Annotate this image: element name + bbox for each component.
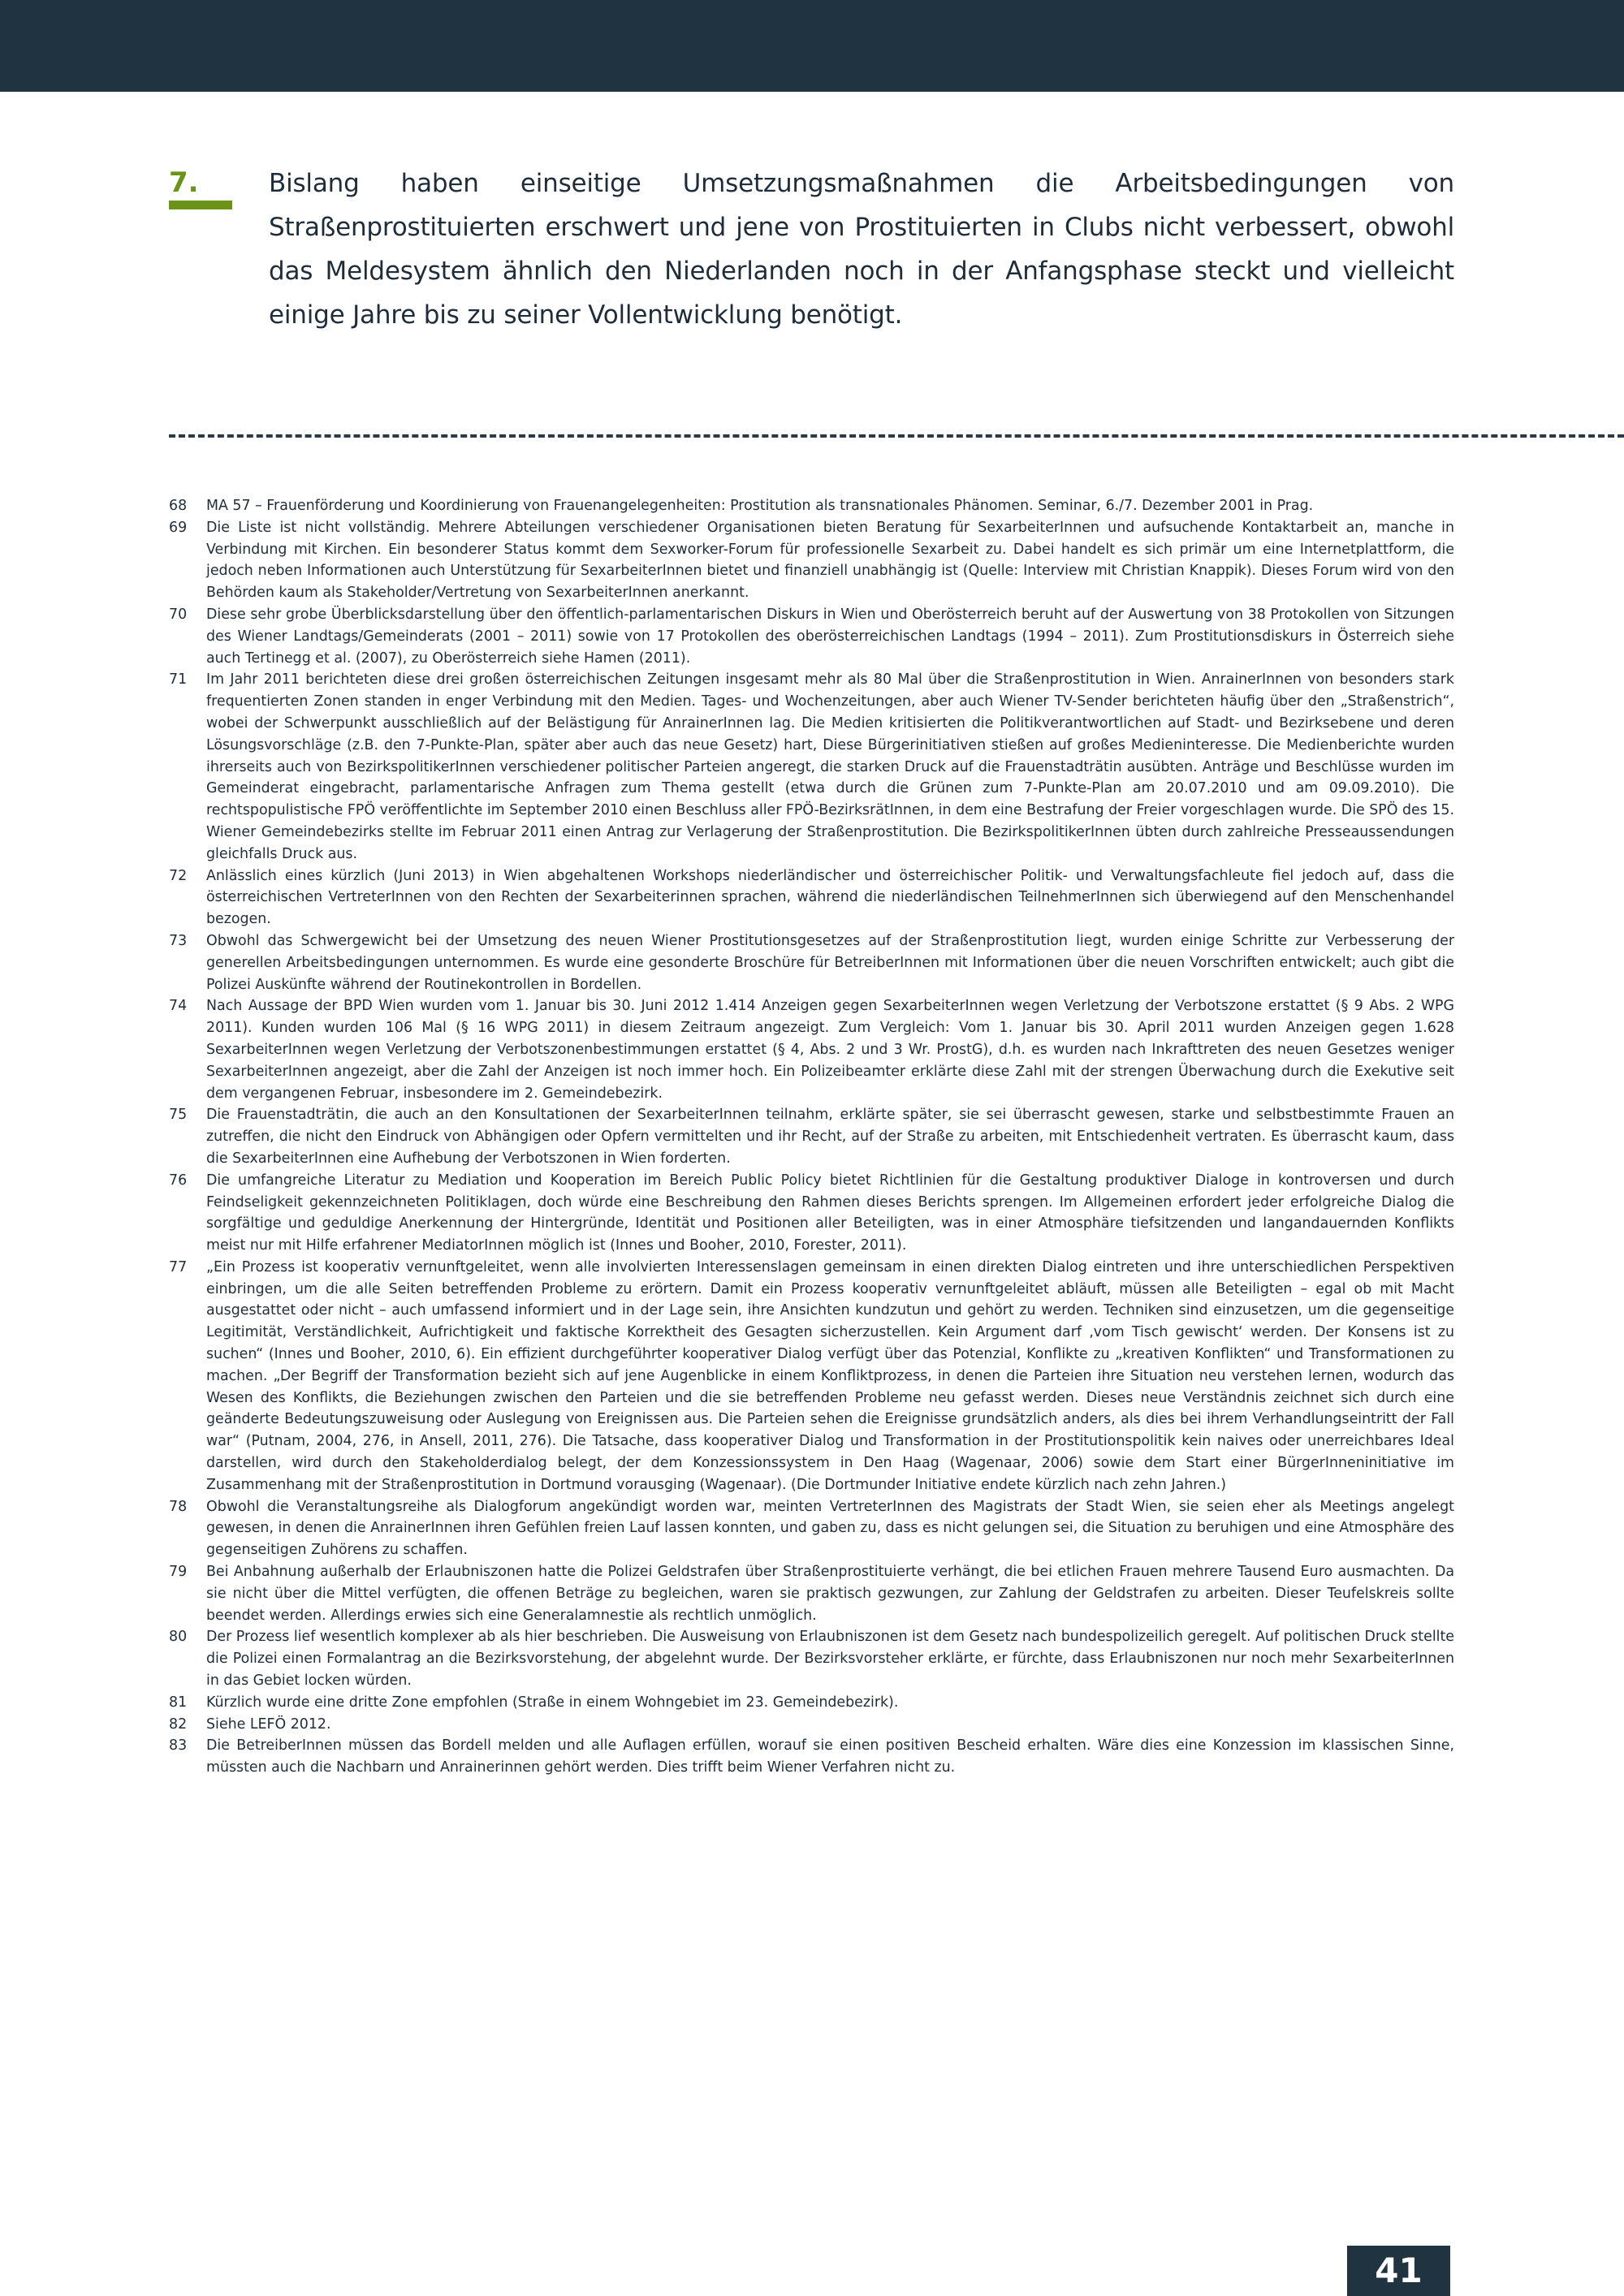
- footnote-number: 73: [169, 932, 188, 949]
- footnote-number: 68: [169, 498, 188, 514]
- key-point-accent-rule: [169, 201, 232, 209]
- footnote-number: 83: [169, 1737, 188, 1754]
- footnote-number: 82: [169, 1716, 188, 1733]
- footnote: [169, 1496, 1454, 1561]
- footnote-number: 71: [169, 671, 188, 688]
- footnote: [169, 604, 1454, 669]
- footnote: [169, 930, 1454, 995]
- footnote-text: Die Frauenstadträtin, die auch an den Konsultationen der SexarbeiterInnen teilnahm, erklärte später, sie sei überrascht gewesen, starke und selbstbestimmte Frauen an zutreffen, die nicht den Eindruck von Abhängigen oder Opfern vermittelten und ihr Recht, auf der Straße zu arbeiten, mit Entschiedenheit vertraten. Es überrascht kaum, dass die SexarbeiterInnen eine Aufhebung der Verbotszonen in Wien forderten.: [206, 1107, 1454, 1167]
- footnote-text: Anlässlich eines kürzlich (Juni 2013) in Wien abgehaltenen Workshops niederländischer und österreichischer Politik- und Verwaltungsfachleute fiel jedoch auf, dass die österreichischen VertreterInnen von den Rechten der Sexarbeiterinnen sprachen, während die niederländischen TeilnehmerInnen sich überwiegend auf den Menschenhandel bezogen.: [206, 867, 1454, 928]
- footnote: [169, 1692, 1454, 1714]
- footnote: [169, 669, 1454, 865]
- footnote: [169, 865, 1454, 930]
- page-number: 41: [1347, 2246, 1450, 2296]
- footnote-text: Obwohl das Schwergewicht bei der Umsetzung des neuen Wiener Prostitutionsgesetzes auf der Straßenprostitution liegt, wurden einige Schritte zur Verbesserung der generellen Arbeitsbedingungen unternommen. Es wurde eine gesonderte Broschüre für BetreiberInnen mit Informationen über die neuen Vorschriften entwickelt; auch gibt die Polizei Auskünfte während der Routinekontrollen in Bordellen.: [206, 932, 1454, 993]
- footnote-text: Siehe LEFÖ 2012.: [206, 1716, 331, 1733]
- dashed-divider: [169, 434, 1624, 438]
- header-bar: [0, 0, 1624, 92]
- footnote-number: 75: [169, 1107, 188, 1124]
- footnote-number: 69: [169, 519, 188, 536]
- footnote-text: Im Jahr 2011 berichteten diese drei großen österreichischen Zeitungen insgesamt mehr als 80 Mal über die Straßenprostitution in Wien. AnrainerInnen von besonders stark frequentierten Zonen standen in enger Verbindung mit den Medien. Tages- und Wochenzeitungen, aber auch Wiener TV-Sender berichteten häufig über den „Straßenstrich“, wobei der Schwerpunkt ausschließlich auf der Belästigung für AnrainerInnen lag. Die Medien kritisierten die Politikverantwortlichen auf Stadt- und Bezirksebene und deren Lösungsvorschläge (z.B. den 7-Punkte-Plan, später aber auch das neue Gesetz) hart, Diese Bürgerinitiativen stießen auf großes Medieninteresse. Die Medienberichte wurden ihrerseits auch von BezirkspolitikerInnen verschiedener politischer Parteien angeregt, die starken Druck auf die Frauenstadträtin ausübten. Anträge und Beschlüsse wurden im Gemeinderat eingebracht, parlamentarische Anfragen zum Thema gestellt (etwa durch die Grünen zum 7-Punkte-Plan am 20.07.2010 und am 09.09.2010). Die rechtspopulistische FPÖ veröffentlichte im September 2010 einen Beschluss aller FPÖ-BezirksrätInnen, in dem eine Bestrafung der Freier vorgeschlagen wurde. Die SPÖ des 15. Wiener Gemeindebezirks stellte im Februar 2011 einen Antrag zur Verlagerung der Straßenprostitution. Die BezirkspolitikerInnen übten durch zahlreiche Presseaussendungen gleichfalls Druck aus.: [206, 671, 1454, 862]
- key-point-number: 7.: [169, 166, 199, 199]
- footnote-text: Die Liste ist nicht vollständig. Mehrere Abteilungen verschiedener Organisationen bieten Beratung für SexarbeiterInnen und aufsuchende Kontaktarbeit an, manche in Verbindung mit Kirchen. Ein besonderer Status kommt dem Sexworker-Forum für professionelle Sexarbeit zu. Dabei handelt es sich primär um eine Internetplattform, die jedoch neben Informationen auch Unterstützung für SexarbeiterInnen bietet und finanziell unabhängig ist (Quelle: Interview mit Christian Knappik). Dieses Forum wird von den Behörden kaum als Stakeholder/Vertretung von SexarbeiterInnen anerkannt.: [206, 519, 1454, 602]
- footnote: [169, 995, 1454, 1104]
- footnote: [169, 1626, 1454, 1691]
- footnote-text: Die BetreiberInnen müssen das Bordell melden und alle Auflagen erfüllen, worauf sie einen positiven Bescheid erhalten. Wäre dies eine Konzession im klassischen Sinne, müssten auch die Nachbarn und Anrainerinnen gehört werden. Dies trifft beim Wiener Verfahren nicht zu.: [206, 1737, 1454, 1776]
- footnote: [169, 1561, 1454, 1626]
- footnote-text: Der Prozess lief wesentlich komplexer ab als hier beschrieben. Die Ausweisung von Erlaubniszonen ist dem Gesetz nach bundespolizeilich geregelt. Auf politischen Druck stellte die Polizei einen Formalantrag an die Bezirksvorstehung, der abgelehnt wurde. Der Bezirksvorsteher erklärte, er fürchte, dass Erlaubniszonen nur noch mehr SexarbeiterInnen in das Gebiet locken würden.: [206, 1629, 1454, 1690]
- footnote-number: 78: [169, 1498, 188, 1515]
- footnote-number: 70: [169, 606, 188, 623]
- footnote-text: Die umfangreiche Literatur zu Mediation und Kooperation im Bereich Public Policy bietet Richtlinien für die Gestaltung produktiver Dialoge in kontroversen und durch Feindseligkeit gekennzeichneten Politiklagen, doch würde eine Beschreibung den Rahmen dieses Berichts sprengen. Im Allgemeinen erfordert jeder erfolgreiche Dialog die sorgfältige und geduldige Anerkennung der Hintergründe, Identität und Positionen aller Beteiligten, was in einer Atmosphäre tiefsitzenden und langandauernden Konflikts meist nur mit Hilfe erfahrener MediatorInnen möglich ist (Innes und Booher, 2010, Forester, 2011).: [206, 1172, 1454, 1254]
- footnote: [169, 1714, 1454, 1736]
- footnote-number: 77: [169, 1258, 188, 1275]
- footnote-text: Obwohl die Veranstaltungsreihe als Dialogforum angekündigt worden war, meinten VertreterInnen des Magistrats der Stadt Wien, sie seien eher als Meetings angelegt gewesen, in denen die AnrainerInnen ihren Gefühlen freien Lauf lassen konnten, und gaben zu, dass es nicht gelungen sei, die Situation zu beruhigen und eine Atmosphäre des gegenseitigen Zuhörens zu schaffen.: [206, 1498, 1454, 1559]
- footnote: [169, 1735, 1454, 1779]
- key-point-text: Bislang haben einseitige Umsetzungsmaßnahmen die Arbeitsbedingungen von Straßenprostituierten erschwert und jene von Prostituierten in Clubs nicht verbessert, obwohl das Meldesystem ähnlich den Niederlanden noch in der Anfangsphase steckt und vielleicht einige Jahre bis zu seiner Vollentwicklung benötigt.: [269, 169, 1454, 330]
- footnote-text: MA 57 – Frauenförderung und Koordinierung von Frauenangelegenheiten: Prostitution als transnationales Phänomen. Seminar, 6./7. Dezember 2001 in Prag.: [206, 498, 1314, 514]
- footnote-text: Kürzlich wurde eine dritte Zone empfohlen (Straße in einem Wohngebiet im 23. Gemeindebezirk).: [206, 1694, 899, 1711]
- footnote: [169, 1104, 1454, 1169]
- footnotes-list: [169, 495, 1454, 1779]
- footnote-text: „Ein Prozess ist kooperativ vernunftgeleitet, wenn alle involvierten Interessenslagen gemeinsam in einen direkten Dialog eintreten und ihre unterschiedlichen Perspektiven einbringen, um die alle Seiten betreffenden Probleme zu erörtern. Damit ein Prozess kooperativ vernunftgeleitet abläuft, müssen alle Beteiligten – egal ob mit Macht ausgestattet oder nicht – auch umfassend informiert und in der Lage sein, ihre Ansichten kundzutun und gehört zu werden. Techniken sind einzusetzen, um die gegenseitige Legitimität, Verständlichkeit, Aufrichtigkeit und faktische Korrektheit des Gesagten sicherzustellen. Kein Argument darf ‚vom Tisch gewischt‘ werden. Der Konsens ist zu suchen“ (Innes und Booher, 2010, 6). Ein effizient durchgeführter kooperativer Dialog verfügt über das Potenzial, Konflikte zu „kreativen Konflikten“ und Transformationen zu machen. „Der Begriff der Transformation bezieht sich auf jene Augenblicke in einem Konfliktprozess, in denen die Parteien ihre Situation neu verstehen lernen, wodurch das Wesen des Konflikts, die Beziehungen zwischen den Parteien und die sie betreffenden Probleme neu gefasst werden. Dieses neue Verständnis zeichnet sich durch eine geänderte Bedeutungszuweisung oder Auslegung von Ereignissen aus. Die Parteien sehen die Ereignisse grundsätzlich anders, als dies bei ihrem Verhandlungseintritt der Fall war“ (Putnam, 2004, 276, in Ansell, 2011, 276). Die Tatsache, dass kooperativer Dialog und Transformation in der Prostitutionspolitik kein naives oder unerreichbares Ideal darstellen, wird durch den Stakeholderdialog belegt, der dem Konzessionssystem in Den Haag (Wagenaar, 2006) sowie dem Start einer BürgerInneninitiative im Zusammenhang mit der Straßenprostitution in Dortmund vorausging (Wagenaar). (Die Dortmunder Initiative endete kürzlich nach zehn Jahren.): [206, 1258, 1454, 1493]
- footnote-text: Diese sehr grobe Überblicksdarstellung über den öffentlich-parlamentarischen Diskurs in Wien und Oberösterreich beruht auf der Auswertung von 38 Protokollen von Sitzungen des Wiener Landtags/Gemeinderats (2001 – 2011) sowie von 17 Protokollen des oberösterreichischen Landtags (1994 – 2011). Zum Prostitutionsdiskurs in Österreich siehe auch Tertinegg et al. (2007), zu Oberösterreich siehe Hamen (2011).: [206, 606, 1454, 667]
- footnote: [169, 1170, 1454, 1257]
- footnote-number: 76: [169, 1172, 188, 1189]
- footnote-number: 74: [169, 998, 188, 1015]
- footnote-text: Bei Anbahnung außerhalb der Erlaubniszonen hatte die Polizei Geldstrafen über Straßenprostituierte verhängt, die bei etlichen Frauen mehrere Tausend Euro ausmachten. Da sie nicht über die Mittel verfügten, die offenen Beträge zu begleichen, waren sie praktisch gezwungen, zur Zahlung der Geldstrafen zu arbeiten. Dieser Teufelskreis sollte beendet werden. Allerdings erwies sich eine Generalamnestie als rechtlich unmöglich.: [206, 1564, 1454, 1624]
- footnote: [169, 1257, 1454, 1496]
- footnote-number: 80: [169, 1629, 188, 1646]
- footnote-number: 79: [169, 1564, 188, 1581]
- footnote-number: 72: [169, 867, 188, 884]
- footnote: [169, 495, 1454, 517]
- footnote-number: 81: [169, 1694, 188, 1711]
- footnote: [169, 517, 1454, 604]
- footnote-text: Nach Aussage der BPD Wien wurden vom 1. Januar bis 30. Juni 2012 1.414 Anzeigen gegen SexarbeiterInnen wegen Verletzung der Verbotszone erstattet (§ 9 Abs. 2 WPG 2011). Kunden wurden 106 Mal (§ 16 WPG 2011) in diesem Zeitraum angezeigt. Zum Vergleich: Vom 1. Januar bis 30. April 2011 wurden Anzeigen gegen 1.628 SexarbeiterInnen wegen Verletzung der Verbotszonenbestimmungen erstattet (§ 4, Abs. 2 und 3 Wr. ProstG), d.h. es wurden nach Inkrafttreten des neuen Gesetzes weniger SexarbeiterInnen angezeigt, aber die Zahl der Anzeigen ist noch immer hoch. Ein Polizeibeamter erklärte diese Zahl mit der strengen Überwachung durch die Exekutive seit dem vergangenen Februar, insbesondere im 2. Gemeindebezirk.: [206, 998, 1454, 1102]
